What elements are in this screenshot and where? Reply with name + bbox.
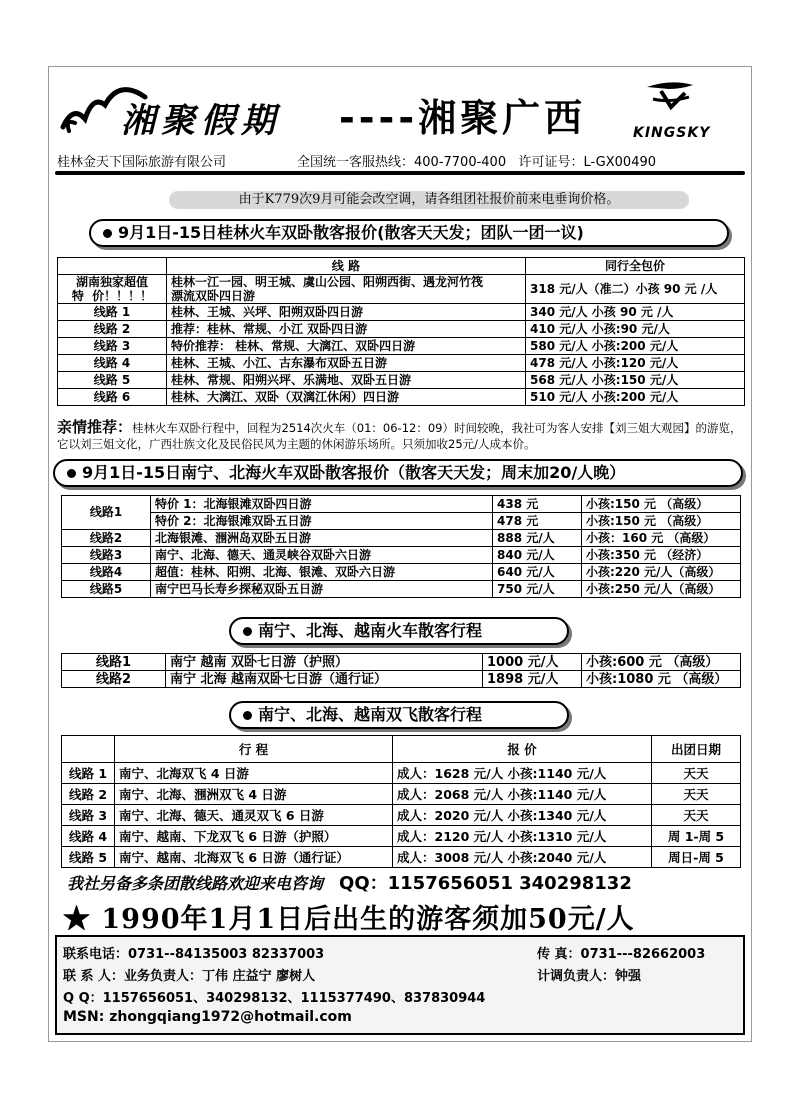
- route-desc: 南宁、北海双飞 4 日游: [115, 763, 393, 784]
- route-name: 线路 2: [62, 784, 115, 805]
- contact-box: [55, 935, 745, 1035]
- route-price: 318 元/人（准二）小孩 90 元 /人: [526, 275, 745, 304]
- route-price: 750 元/人: [493, 581, 582, 598]
- route-name: 线路4: [62, 564, 151, 581]
- promo-text: 我社另备多条团散线路欢迎来电咨询: [67, 874, 324, 893]
- recommend-text: 桂林火车双卧行程中，回程为2514次火车（01：06-12：09）时间较晚，我社可为客人安排【刘三姐大观园】的游览，它以刘三姐文化，广西壮族文化及民俗民风为主题的休闲游乐场所。只须加收25元/人成本价。: [57, 421, 742, 451]
- route-name: 线路 1: [58, 304, 167, 321]
- promo-line: [67, 869, 632, 895]
- route-name: 线路3: [62, 547, 151, 564]
- route-desc: 桂林、王城、兴坪、阳朔双卧四日游: [167, 304, 526, 321]
- section4-table: [61, 735, 741, 868]
- bullet-icon: [243, 711, 252, 720]
- route-name: 线路5: [62, 581, 151, 598]
- section2-banner: [53, 459, 743, 487]
- route-price: 888 元/人: [493, 530, 582, 547]
- section1-banner: [89, 219, 729, 247]
- route-desc: 南宁、越南、下龙双飞 6 日游（护照）: [115, 826, 393, 847]
- section3-banner: [229, 617, 569, 645]
- departure-date: 周 1-周 5: [652, 826, 741, 847]
- promo-qq: QQ：1157656051 340298132: [339, 873, 632, 894]
- section2-table: [61, 495, 741, 598]
- child-price: 小孩:1080 元 （高级）: [582, 671, 741, 688]
- departure-date: 周日-周 5: [652, 847, 741, 868]
- route-desc: 特价 1：北海银滩双卧四日游: [151, 496, 493, 513]
- route-price: 成人：2120 元/人 小孩:1310 元/人: [393, 826, 652, 847]
- contact-phone: 联系电话：0731--84135003 82337003: [63, 947, 325, 962]
- route-name: 线路 2: [58, 321, 167, 338]
- route-price: 成人：3008 元/人 小孩:2040 元/人: [393, 847, 652, 868]
- route-name: 线路1: [62, 654, 166, 671]
- section3-title: 南宁、北海、越南火车散客行程: [258, 621, 483, 640]
- contact-person: 联 系 人：业务负责人：丁伟 庄益宁 廖树人: [63, 969, 316, 984]
- hotline: 全国统一客服热线：400-7700-400: [297, 155, 507, 170]
- header-cell: 行 程: [115, 736, 393, 763]
- contact-dispatcher: 计调负责人：钟强: [537, 969, 642, 984]
- route-desc: 特价 2：北海银滩双卧五日游: [151, 513, 493, 530]
- header-cell: [58, 258, 167, 275]
- kingsky-logo-text: KINGSKY: [633, 125, 711, 141]
- route-desc: 南宁、北海、涠洲双飞 4 日游: [115, 784, 393, 805]
- route-name: 线路 1: [62, 763, 115, 784]
- route-price: 840 元/人: [493, 547, 582, 564]
- departure-date: 天天: [652, 784, 741, 805]
- route-desc: 南宁巴马长寿乡探秘双卧五日游: [151, 581, 493, 598]
- child-price: 小孩：160 元 （高级）: [582, 530, 741, 547]
- header-cell: 线 路: [167, 258, 526, 275]
- route-name: 线路2: [62, 530, 151, 547]
- child-price: 小孩:150 元 （高级）: [582, 513, 741, 530]
- departure-date: 天天: [652, 805, 741, 826]
- child-price: 小孩:150 元 （高级）: [582, 496, 741, 513]
- kingsky-logo-icon: [641, 77, 699, 113]
- section4-banner: [229, 701, 569, 729]
- route-price: 580 元/人 小孩:200 元/人: [526, 338, 745, 355]
- route-desc: 南宁 越南 双卧七日游（护照）: [166, 654, 483, 671]
- child-price: 小孩:250 元/人（高级）: [582, 581, 741, 598]
- brand-subtitle: ----湘聚广西: [339, 96, 587, 140]
- route-price: 410 元/人 小孩:90 元/人: [526, 321, 745, 338]
- route-name: 线路 4: [62, 826, 115, 847]
- route-desc: 桂林、大漓江、双卧（双漓江休闲）四日游: [167, 389, 526, 406]
- flyer-page: [48, 66, 752, 1042]
- route-price: 1000 元/人: [483, 654, 582, 671]
- route-desc: 推荐：桂林、常规、小江 双卧四日游: [167, 321, 526, 338]
- header-cell: 同行全包价: [526, 258, 745, 275]
- header-cell: [62, 736, 115, 763]
- route-name: 线路 3: [58, 338, 167, 355]
- contact-msn: MSN: zhongqiang1972@hotmail.com: [63, 1009, 352, 1025]
- route-name: 线路1: [62, 496, 151, 530]
- route-desc: 桂林一江一园、明王城、虞山公园、阳朔西街、遇龙河竹筏 漂流双卧四日游: [167, 275, 526, 304]
- bullet-icon: [67, 469, 76, 478]
- section3-table: [61, 653, 741, 688]
- route-desc: 北海银滩、涠洲岛双卧五日游: [151, 530, 493, 547]
- section4-title: 南宁、北海、越南双飞散客行程: [258, 705, 483, 724]
- route-price: 568 元/人 小孩:150 元/人: [526, 372, 745, 389]
- route-price: 438 元: [493, 496, 582, 513]
- route-desc: 桂林、王城、小江、古东瀑布双卧五日游: [167, 355, 526, 372]
- route-price: 640 元/人: [493, 564, 582, 581]
- route-desc: 南宁 北海 越南双卧七日游（通行证）: [166, 671, 483, 688]
- route-price: 成人：2068 元/人 小孩:1140 元/人: [393, 784, 652, 805]
- child-price: 小孩:350 元 （经济）: [582, 547, 741, 564]
- bullet-icon: [243, 627, 252, 636]
- route-desc: 特价推荐： 桂林、常规、大漓江、双卧四日游: [167, 338, 526, 355]
- route-price: 478 元/人 小孩:120 元/人: [526, 355, 745, 372]
- header-divider: [55, 171, 745, 175]
- route-price: 478 元: [493, 513, 582, 530]
- route-desc: 南宁、越南、北海双飞 6 日游（通行证）: [115, 847, 393, 868]
- company-name: 桂林金天下国际旅游有限公司: [57, 155, 227, 170]
- route-name: 湖南独家超值 特 价！！！！: [58, 275, 167, 304]
- recommend-note: [57, 419, 747, 452]
- child-price: 小孩:600 元 （高级）: [582, 654, 741, 671]
- route-name: 线路 4: [58, 355, 167, 372]
- route-name: 线路 6: [58, 389, 167, 406]
- section1-table: [57, 257, 745, 406]
- contact-qq: Q Q：1157656051、340298132、1115377490、837830944: [63, 991, 486, 1006]
- age-surcharge-notice: ★ 1990年1月1日后出生的游客须加50元/人: [63, 904, 635, 935]
- contact-fax: 传 真：0731---82662003: [537, 947, 706, 962]
- notice-bar: 由于K779次9月可能会改空调，请各组团社报价前来电垂询价格。: [169, 191, 689, 209]
- route-price: 成人：1628 元/人 小孩:1140 元/人: [393, 763, 652, 784]
- departure-date: 天天: [652, 763, 741, 784]
- route-desc: 桂林、常规、阳朔兴坪、乐满地、双卧五日游: [167, 372, 526, 389]
- route-price: 510 元/人 小孩:200 元/人: [526, 389, 745, 406]
- bullet-icon: [103, 229, 112, 238]
- child-price: 小孩:220 元/人（高级）: [582, 564, 741, 581]
- license-number: 许可证号：L-GX00490: [518, 155, 657, 170]
- route-desc: 南宁、北海、德天、通灵双飞 6 日游: [115, 805, 393, 826]
- brand-name: 湘聚假期: [121, 101, 281, 141]
- route-price: 成人：2020 元/人 小孩:1340 元/人: [393, 805, 652, 826]
- route-price: 1898 元/人: [483, 671, 582, 688]
- route-desc: 超值：桂林、阳朔、北海、银滩、双卧六日游: [151, 564, 493, 581]
- route-price: 340 元/人 小孩 90 元 /人: [526, 304, 745, 321]
- company-info-line: [57, 151, 747, 170]
- header-cell: 报 价: [393, 736, 652, 763]
- section1-title: 9月1日-15日桂林火车双卧散客报价(散客天天发；团队一团一议): [118, 223, 584, 242]
- section2-title: 9月1日-15日南宁、北海火车双卧散客报价（散客天天发；周末加20/人晚）: [82, 463, 626, 482]
- route-name: 线路 3: [62, 805, 115, 826]
- header-cell: 出团日期: [652, 736, 741, 763]
- route-name: 线路2: [62, 671, 166, 688]
- route-name: 线路 5: [62, 847, 115, 868]
- route-desc: 南宁、北海、德天、通灵峡谷双卧六日游: [151, 547, 493, 564]
- recommend-tag: 亲情推荐：: [57, 418, 133, 436]
- route-name: 线路 5: [58, 372, 167, 389]
